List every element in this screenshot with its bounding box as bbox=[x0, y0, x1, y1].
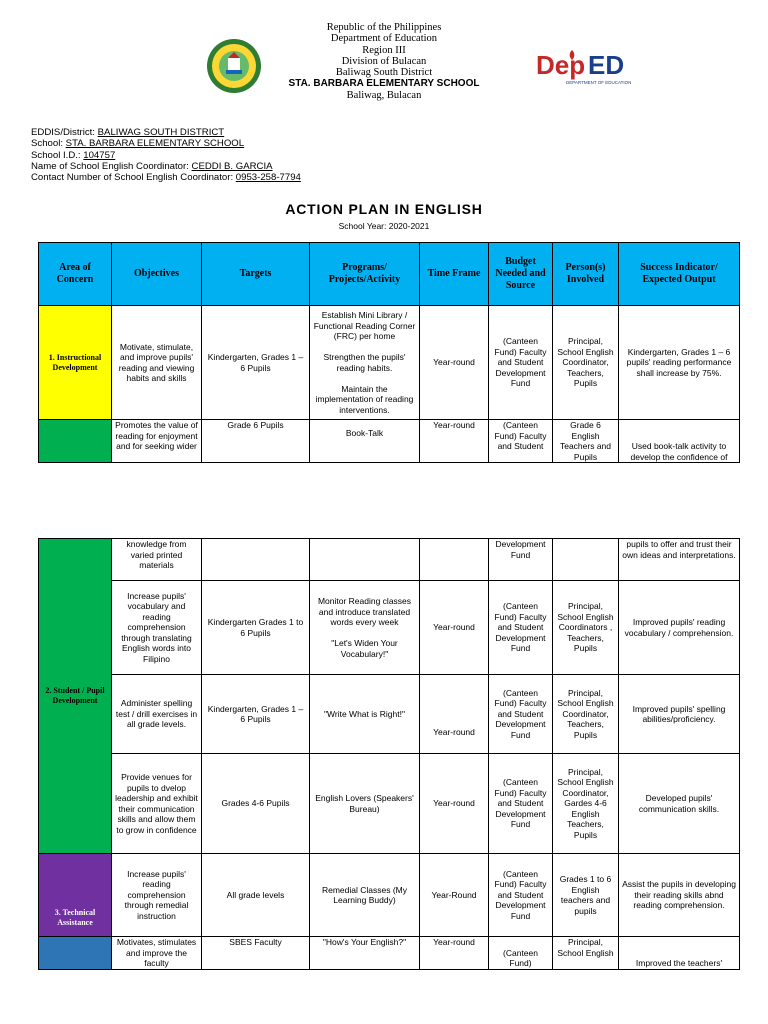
area-cell: 1. Instructional Development bbox=[39, 306, 112, 420]
table-row bbox=[39, 581, 740, 675]
target-cell bbox=[202, 539, 310, 581]
objective-cell: Provide venues for pupils to dvelop leadership and exhibit their communication skills and allow them to grow in confidence bbox=[112, 754, 202, 854]
program-cell: Book-Talk bbox=[310, 420, 420, 463]
table-row bbox=[39, 675, 740, 754]
target-cell: Kindergarten Grades 1 to 6 Pupils bbox=[202, 581, 310, 675]
success-cell: Used book-talk activity to develop the confidence of bbox=[619, 420, 740, 463]
persons-cell bbox=[553, 539, 619, 581]
time-cell: Year-Round bbox=[420, 854, 489, 937]
area-cell bbox=[39, 937, 112, 970]
program-cell: English Lovers (Speakers' Bureau) bbox=[310, 754, 420, 854]
objective-cell: knowledge from varied printed materials bbox=[112, 539, 202, 581]
target-cell: Kindergarten, Grades 1 – 6 Pupils bbox=[202, 306, 310, 420]
col-success: Success Indicator/ Expected Output bbox=[619, 243, 740, 306]
budget-cell: (Canteen Fund) Faculty and Student Development Fund bbox=[489, 675, 553, 754]
time-cell bbox=[420, 539, 489, 581]
persons-cell: Grade 6 English Teachers and Pupils bbox=[553, 420, 619, 463]
school-seal-icon bbox=[206, 38, 262, 94]
success-cell: Assist the pupils in developing their reading skills abnd reading comprehension. bbox=[619, 854, 740, 937]
table-row bbox=[39, 306, 740, 420]
department-line: Department of Education bbox=[330, 33, 438, 45]
program-cell: "How's Your English?" bbox=[310, 937, 420, 970]
school-name-line: STA. BARBARA ELEMENTARY SCHOOL bbox=[288, 78, 480, 90]
col-area: Area of Concern bbox=[39, 243, 112, 306]
success-cell: Improved pupils' spelling abilities/proficiency. bbox=[619, 675, 740, 754]
school-year: School Year: 2020-2021 bbox=[338, 221, 430, 231]
objective-cell: Administer spelling test / drill exercises in all grade levels. bbox=[112, 675, 202, 754]
region-line: Region III bbox=[362, 44, 406, 56]
budget-cell: (Canteen Fund) Faculty and Student bbox=[489, 420, 553, 463]
persons-cell: Principal, School English Coordinator, Teachers, Pupils bbox=[553, 306, 619, 420]
col-targets: Targets bbox=[202, 243, 310, 306]
target-cell: SBES Faculty bbox=[202, 937, 310, 970]
target-cell: Grades 4-6 Pupils bbox=[202, 754, 310, 854]
header-row bbox=[39, 243, 740, 306]
program-cell: "Write What is Right!" bbox=[310, 675, 420, 754]
table-row bbox=[39, 937, 740, 970]
objective-cell: Promotes the value of reading for enjoyment and for seeking wider bbox=[112, 420, 202, 463]
svg-text:Dep: Dep bbox=[536, 50, 586, 80]
time-cell: Year-round bbox=[420, 937, 489, 970]
school-info bbox=[31, 127, 301, 183]
school-id-value: 104757 bbox=[83, 149, 116, 161]
budget-cell: (Canteen Fund) Faculty and Student Development Fund bbox=[489, 854, 553, 937]
table-row bbox=[39, 539, 740, 581]
objective-cell: Increase pupils' reading comprehension through remedial instruction bbox=[112, 854, 202, 937]
coordinator-info: Name of School English Coordinator: CEDDI B. GARCIA bbox=[31, 160, 273, 172]
objective-cell: Motivates, stimulates and improve the faculty bbox=[112, 937, 202, 970]
budget-cell: (Canteen Fund) bbox=[489, 937, 553, 970]
area-cell bbox=[39, 420, 112, 463]
district-line: Baliwag South District bbox=[335, 67, 433, 79]
target-cell: Kindergarten, Grades 1 – 6 Pupils bbox=[202, 675, 310, 754]
program-cell: Remedial Classes (My Learning Buddy) bbox=[310, 854, 420, 937]
district-info: EDDIS/District: BALIWAG SOUTH DISTRICT bbox=[31, 127, 225, 138]
objective-cell: Increase pupils' vocabulary and reading comprehension through translating English words into Filipino bbox=[112, 581, 202, 675]
time-cell: Year-round bbox=[420, 581, 489, 675]
budget-cell: Development Fund bbox=[489, 539, 553, 581]
time-cell: Year-round bbox=[420, 420, 489, 463]
program-cell: Monitor Reading classes and introduce translated words every week "Let's Widen Your Vocabulary!" bbox=[310, 581, 420, 675]
success-cell: Improved pupils' reading vocabulary / comprehension. bbox=[619, 581, 740, 675]
area-cell: 2. Student / Pupil Development bbox=[39, 539, 112, 854]
col-persons: Person(s) Involved bbox=[553, 243, 619, 306]
col-time-frame: Time Frame bbox=[420, 243, 489, 306]
budget-cell: (Canteen Fund) Faculty and Student Development Fund bbox=[489, 754, 553, 854]
col-programs: Programs/ Projects/Activity bbox=[310, 243, 420, 306]
school-value: STA. BARBARA ELEMENTARY SCHOOL bbox=[65, 138, 245, 150]
success-cell: Kindergarten, Grades 1 – 6 pupils' reading performance shall increase by 75%. bbox=[619, 306, 740, 420]
budget-cell: (Canteen Fund) Faculty and Student Development Fund bbox=[489, 306, 553, 420]
persons-cell: Principal, School English Coordinators , Teachers, Pupils bbox=[553, 581, 619, 675]
republic-line: Republic of the Philippines bbox=[326, 22, 442, 33]
table-row bbox=[39, 854, 740, 937]
persons-cell: Principal, School English Coordinator, Gardes 4-6 English Teachers, Pupils bbox=[553, 754, 619, 854]
division-line: Division of Bulacan bbox=[341, 55, 427, 67]
col-objectives: Objectives bbox=[112, 243, 202, 306]
table-row bbox=[39, 420, 740, 463]
contact-value: 0953-258-7794 bbox=[235, 172, 301, 184]
success-cell: pupils to offer and trust their own ideas and interpretations. bbox=[619, 539, 740, 581]
action-plan-table-1 bbox=[38, 242, 740, 463]
time-cell: Year-round bbox=[420, 675, 489, 754]
school-info-line: School: STA. BARBARA ELEMENTARY SCHOOL bbox=[31, 138, 245, 150]
target-cell: All grade levels bbox=[202, 854, 310, 937]
target-cell: Grade 6 Pupils bbox=[202, 420, 310, 463]
program-cell: Establish Mini Library / Functional Reading Corner (FRC) per home Strengthen the pupils' reading habits. Maintain the implementation of reading interventions. bbox=[310, 306, 420, 420]
persons-cell: Principal, School English bbox=[553, 937, 619, 970]
time-cell: Year-round bbox=[420, 754, 489, 854]
table-row bbox=[39, 754, 740, 854]
persons-cell: Grades 1 to 6 English teachers and pupils bbox=[553, 854, 619, 937]
time-cell: Year-round bbox=[420, 306, 489, 420]
district-value: BALIWAG SOUTH DISTRICT bbox=[97, 127, 225, 138]
svg-text:DEPARTMENT OF EDUCATION: DEPARTMENT OF EDUCATION bbox=[566, 80, 632, 85]
svg-text:ED: ED bbox=[588, 50, 625, 80]
location-line: Baliwag, Bulacan bbox=[346, 89, 422, 101]
contact-info: Contact Number of School English Coordinator: 0953-258-7794 bbox=[31, 172, 301, 184]
program-cell bbox=[310, 539, 420, 581]
objective-cell: Motivate, stimulate, and improve pupils' reading and viewing habits and skills bbox=[112, 306, 202, 420]
school-id-info: School I.D.: 104757 bbox=[31, 149, 116, 161]
persons-cell: Principal, School English Coordinator, Teachers, Pupils bbox=[553, 675, 619, 754]
document-title: ACTION PLAN IN ENGLISH bbox=[285, 201, 483, 217]
budget-cell: (Canteen Fund) Faculty and Student Development Fund bbox=[489, 581, 553, 675]
action-plan-table-2 bbox=[38, 538, 740, 970]
area-cell: 3. Technical Assistance bbox=[39, 854, 112, 937]
success-cell: Developed pupils' communication skills. bbox=[619, 754, 740, 854]
coordinator-value: CEDDI B. GARCIA bbox=[191, 160, 273, 172]
success-cell: Improved the teachers' bbox=[619, 937, 740, 970]
col-budget: Budget Needed and Source bbox=[489, 243, 553, 306]
deped-logo-icon bbox=[532, 44, 660, 88]
